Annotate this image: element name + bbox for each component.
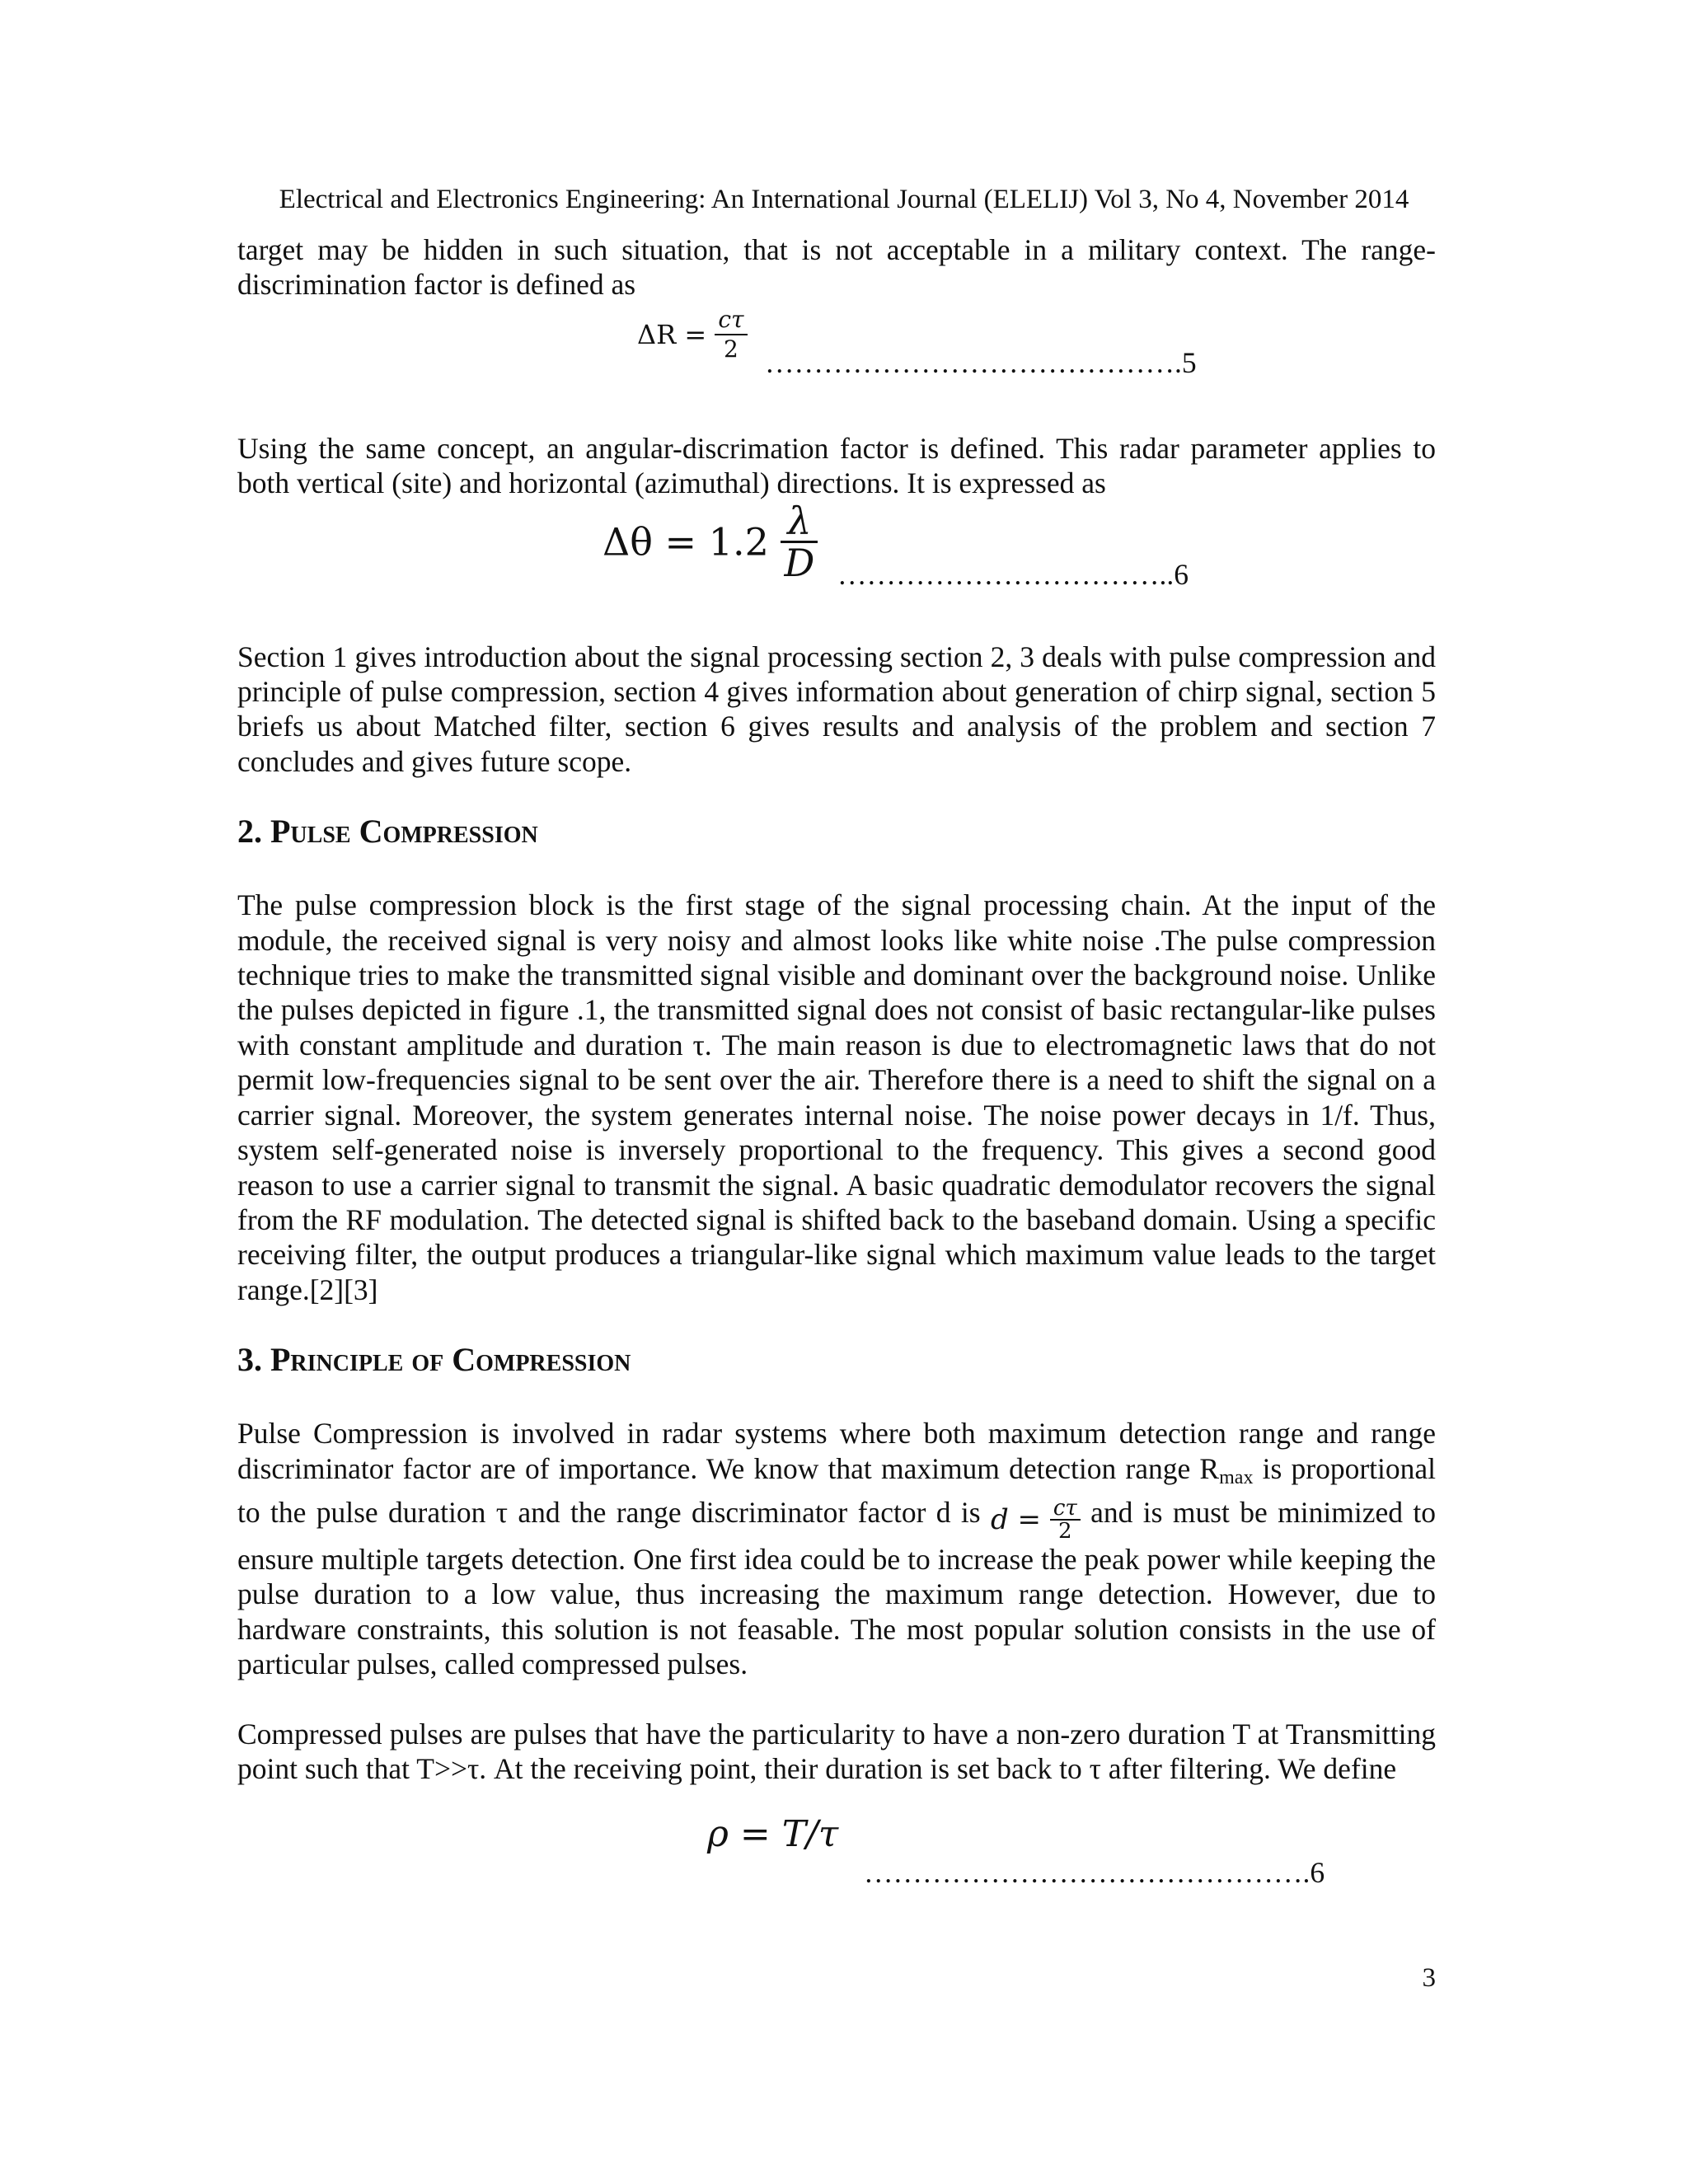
- rmax-subscript: max: [1219, 1466, 1254, 1488]
- s3p1-text-a: Pulse Compression is involved in radar systems where both maximum detection range and range discriminator factor are of importance. We know that maximum detection range R: [237, 1417, 1436, 1485]
- s3p1-text-b: is proportional to the pulse duration τ and the range discriminator factor d is: [237, 1451, 1437, 1529]
- journal-header: Electrical and Electronics Engineering: An International Journal (ELELIJ) Vol 3, No 4, November 2014: [279, 185, 1409, 214]
- equation-6a: [237, 498, 1436, 600]
- paragraph-sections: Section 1 gives introduction about the signal processing section 2, 3 deals with pulse compression and principle of pulse compression, section 4 gives information about generation of chirp signal, section 5 briefs us about Matched filter, section 6 gives results and analysis of the problem and section 7 concludes and gives future scope.: [237, 640, 1436, 778]
- eq6a-numerator: λ: [781, 501, 818, 543]
- inline-eq-denominator: 2: [1058, 1518, 1072, 1544]
- eq5-dots: …………………………………….5: [765, 345, 1197, 379]
- section-3-heading: 3. Principle of Compression: [237, 1341, 631, 1379]
- eq6a-lhs: Δθ = 1.2: [603, 519, 769, 565]
- paragraph-intro: target may be hidden in such situation, that is not acceptable in a military context. The range-discrimination factor is defined as: [237, 233, 1436, 302]
- section-2-paragraph: The pulse compression block is the first stage of the signal processing chain. At the input of the module, the received signal is very noisy and almost looks like white noise .The pulse compression technique tries to make the transmitted signal visible and dominant over the background noise. Unlike the pulses depicted in figure .1, the transmitted signal does not consist of basic rectangular-like pulses with constant amplitude and duration τ. The main reason is due to electromagnetic laws that do not permit low-frequencies signal to be sent over the air. Therefore there is a need to shift the signal on a carrier signal. Moreover, the system generates internal noise. The noise power decays in 1/f. Thus, system self-generated noise is inversely proportional to the frequency. This gives a second good reason to use a carrier signal to transmit the signal. A basic quadratic demodulator recovers the signal from the RF modulation. The detected signal is shifted back to the baseband domain. Using a specific receiving filter, the output produces a triangular-like signal which maximum value leads to the target range.[2][3]: [237, 888, 1436, 1306]
- eq6a-fraction: [781, 498, 818, 585]
- page-content: [237, 232, 1436, 1905]
- inline-equation-d: [991, 1497, 1081, 1542]
- section-3-paragraph-2: Compressed pulses are pulses that have the particularity to have a non-zero duration T at Transmitting point such that T>>τ. At the receiving point, their duration is set back to τ after filtering. We define: [237, 1717, 1436, 1785]
- inline-eq-fraction: [1050, 1497, 1081, 1542]
- eq5-numerator: cτ: [715, 306, 747, 335]
- paragraph-angular: Using the same concept, an angular-discrimation factor is defined. This radar parameter applies to both vertical (site) and horizontal (azimuthal) directions. It is expressed as: [237, 431, 1436, 500]
- eq6a-dots: ……………………………..6: [837, 557, 1189, 591]
- section-3-paragraph-1: [237, 1416, 1436, 1681]
- inline-eq-lhs: d =: [990, 1502, 1042, 1536]
- s3p1-text-c: and is must be minimized to ensure multiple targets detection. One first idea could be to increase the peak power while keeping the pulse duration to a low value, thus increasing the maximum range detection. However, due to hardware constraints, this solution is not feasable. The most popular solution consists in the use of particular pulses, called compressed pulses.: [237, 1495, 1436, 1681]
- section-2-heading: 2. Pulse Compression: [237, 813, 538, 851]
- eq5-fraction: [715, 306, 747, 363]
- equation-5: [237, 302, 1436, 388]
- page-number: 3: [1422, 1963, 1436, 1993]
- equation-6b: [237, 1814, 1436, 1905]
- eq6b-expression: ρ = T/τ: [707, 1813, 839, 1856]
- inline-eq-numerator: cτ: [1050, 1497, 1081, 1521]
- eq5-denominator: 2: [724, 335, 738, 363]
- eq5-lhs: ΔR =: [637, 318, 707, 350]
- eq6b-dots: ……………………………………….6: [864, 1856, 1325, 1890]
- eq6a-denominator: D: [784, 540, 815, 585]
